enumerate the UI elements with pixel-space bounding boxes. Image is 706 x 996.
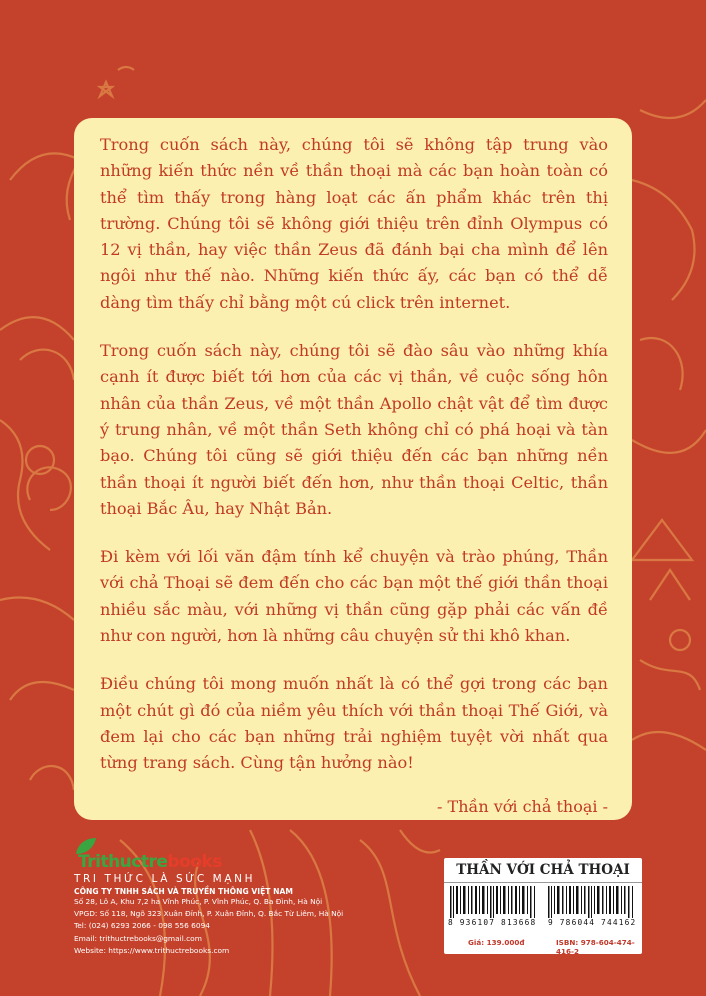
paragraph-1: Trong cuốn sách này, chúng tôi sẽ không tập trung vào những kiến thức nền về thần thoại mà các bạn hoàn toàn có thể tìm thấy trong hàng loạt các ấn phẩm khác trên thị trường. Chúng tôi sẽ không giới thiệu trên đỉnh Olympus có 12 vị thần, hay việc thần Zeus đã đánh bại cha mình để lên ngôi như thế nào. Những kiến thức ấy, các bạn có thể dễ dàng tìm thấy chỉ bằng một cú click trên internet.	[100, 135, 608, 312]
paragraph-3: Đi kèm với lối văn đậm tính kể chuyện và trào phúng, Thần với chả Thoại sẽ đem đến cho các bạn một thế giới thần thoại nhiều sắc màu, với những vị thần cũng gặp phải các vấn đề như con người, hơn là những câu chuyện sử thi khô khan.	[100, 547, 608, 646]
barcode-label	[444, 858, 642, 954]
paragraph-2: Trong cuốn sách này, chúng tôi sẽ đào sâu vào những khía cạnh ít được biết tới hơn của các vị thần, về cuộc sống hôn nhân của thần Zeus, về một thần Apollo chật vật để tìm được ý trung nhân, về một thần Seth không chỉ có phá hoại và tàn bạo. Chúng tôi cũng sẽ giới thiệu đến các bạn những nền thần thoại ít người biết đến hơn, như thần thoại Celtic, thần thoại Bắc Âu, hay Nhật Bản.	[100, 341, 608, 518]
publisher-address: Số 28, Lô A, Khu 7,2 ha Vĩnh Phúc, P. Vĩnh Phúc, Q. Ba Đình, Hà Nội	[74, 897, 323, 906]
logo-text: Trithuctrebooks	[78, 852, 222, 872]
price: Giá: 139.000đ	[468, 938, 525, 947]
isbn: ISBN: 978-604-474-416-2	[556, 938, 635, 956]
barcode-1-icon	[450, 886, 538, 918]
publisher-tel: Tel: (024) 6293 2066 - 098 556 6094	[74, 921, 210, 931]
signature: - Thần với chả thoại -	[437, 796, 608, 816]
publisher-company: CÔNG TY TNHH SÁCH VÀ TRUYỀN THÔNG VIỆT NAM	[74, 887, 293, 896]
barcode-1-number: 8 936107 813668	[448, 918, 537, 927]
book-title: THẦN VỚI CHẢ THOẠI	[444, 858, 642, 883]
paragraph-4: Điều chúng tôi mong muốn nhất là có thể gợi trong các bạn một chút gì đó của niềm yêu thích với thần thoại Thế Giới, và đem lại cho các bạn những trải nghiệm tuyệt vời nhất qua từng trang sách. Cùng tận hưởng nào!	[100, 674, 608, 773]
publisher-office: VPGD: Số 118, Ngõ 323 Xuân Đỉnh, P. Xuân Đỉnh, Q. Bắc Từ Liêm, Hà Nội	[74, 909, 344, 919]
barcode-2-number: 9 786044 744162	[548, 918, 637, 927]
barcode-2-icon	[548, 886, 636, 918]
publisher-website: Website: https://www.trithuctrebooks.com	[74, 945, 230, 955]
publisher-motto: TRI THỨC LÀ SỨC MẠNH	[74, 873, 256, 885]
publisher-block	[74, 836, 374, 957]
star-ornament	[100, 82, 112, 96]
publisher-logo	[74, 836, 374, 872]
publisher-email: Email: trithuctrebooks@gmail.com	[74, 933, 202, 943]
description-panel	[74, 118, 632, 820]
